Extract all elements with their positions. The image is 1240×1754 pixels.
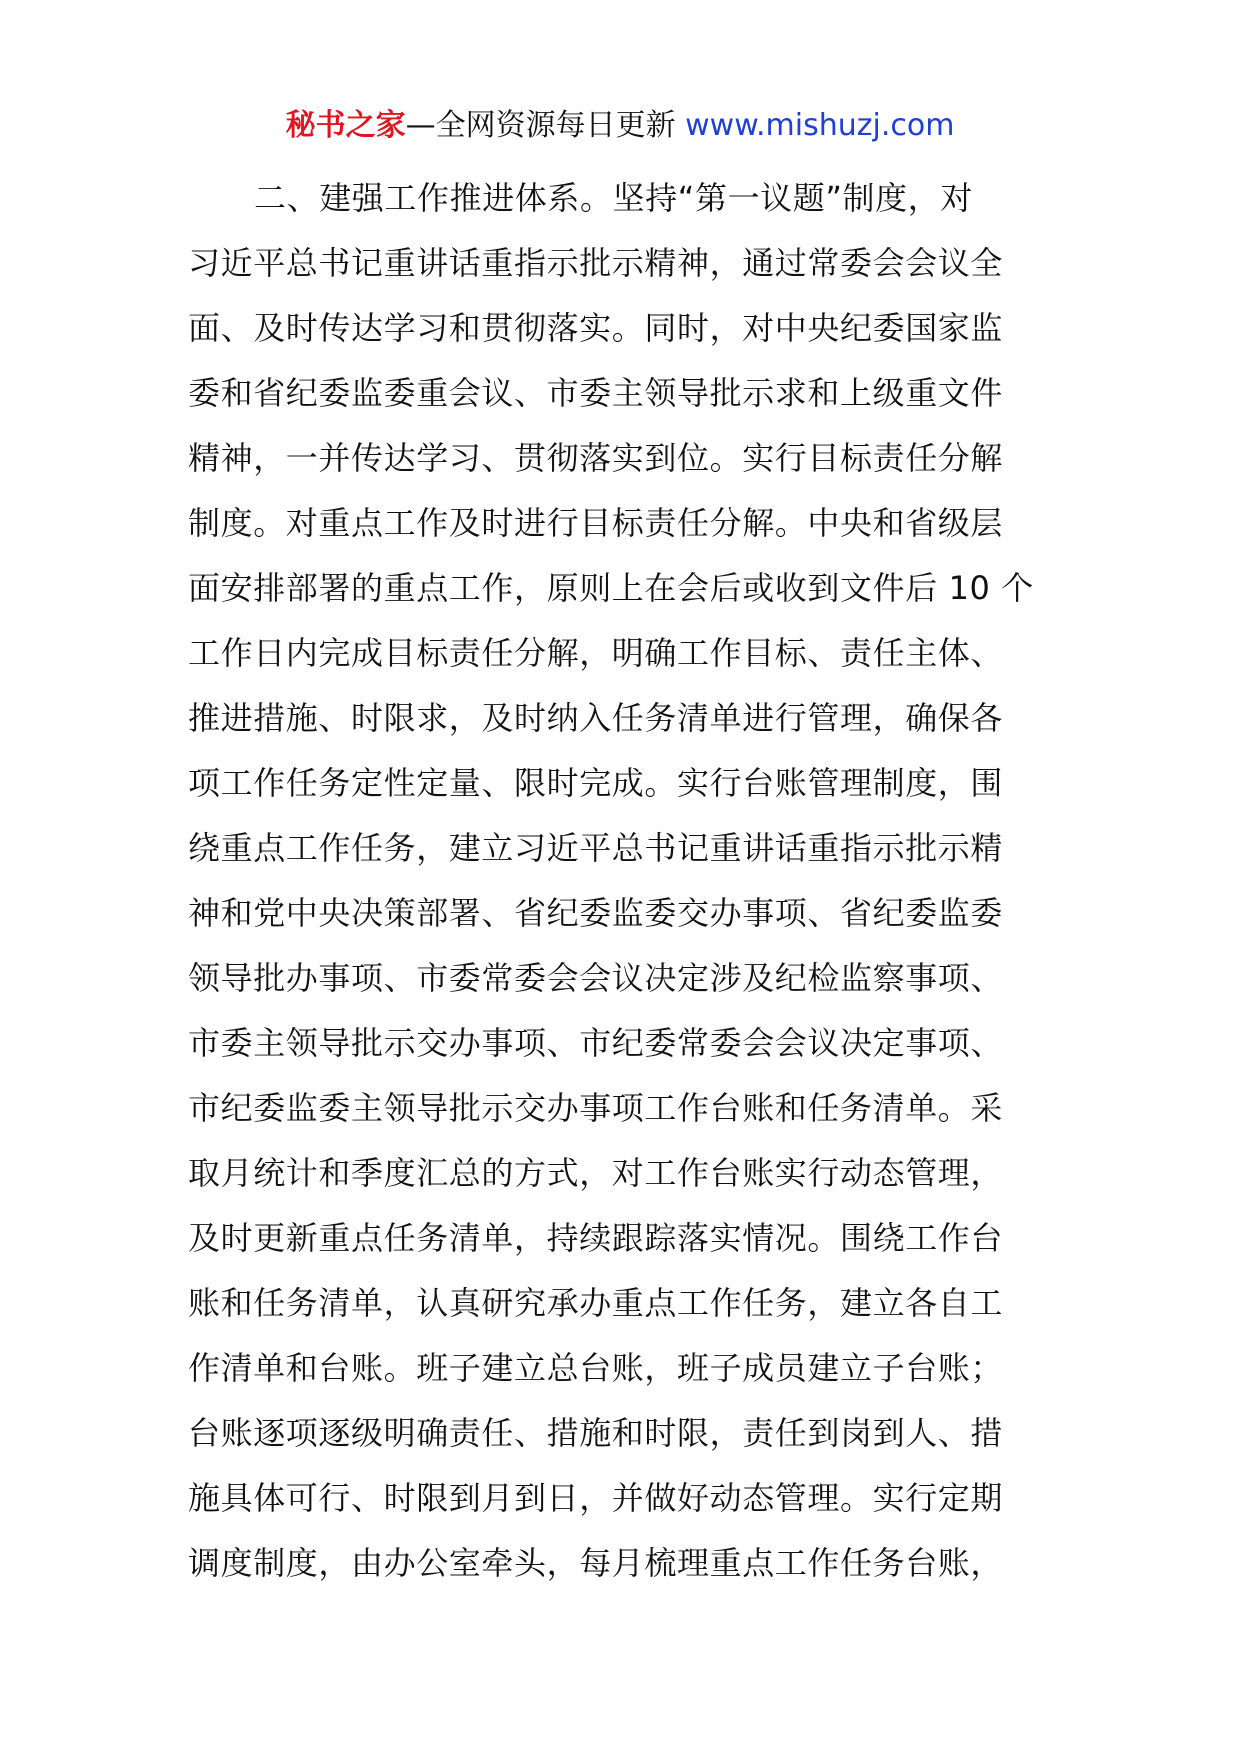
paragraph-line: 及时更新重点任务清单，持续跟踪落实情况。围绕工作台 [188, 1219, 1004, 1257]
page-header [0, 104, 1240, 148]
paragraph-line: 神和党中央决策部署、省纪委监委交办事项、省纪委监委 [188, 894, 1004, 932]
paragraph-line: 市委主领导批示交办事项、市纪委常委会会议决定事项、 [188, 1024, 1004, 1062]
paragraph-line: 市纪委监委主领导批示交办事项工作台账和任务清单。采 [188, 1089, 1004, 1127]
paragraph-line: 制度。对重点工作及时进行目标责任分解。中央和省级层 [188, 504, 1004, 542]
paragraph-line: 面安排部署的重点工作，原则上在会后或收到文件后 10 个 [188, 569, 1034, 607]
paragraph-line: 推进措施、时限求，及时纳入任务清单进行管理，确保各 [188, 699, 1004, 737]
paragraph-line: 台账逐项逐级明确责任、措施和时限，责任到岗到人、措 [188, 1414, 1004, 1452]
paragraph-line: 二、建强工作推进体系。坚持“第一议题”制度，对 [254, 179, 973, 217]
paragraph-line: 委和省纪委监委重会议、市委主领导批示求和上级重文件 [188, 374, 1004, 412]
brand-name: 秘书之家 [285, 108, 406, 143]
paragraph-line: 工作日内完成目标责任分解，明确工作目标、责任主体、 [188, 634, 1004, 672]
paragraph-line: 面、及时传达学习和贯彻落实。同时，对中央纪委国家监 [188, 309, 1004, 347]
paragraph-line: 账和任务清单，认真研究承办重点工作任务，建立各自工 [188, 1284, 1004, 1322]
paragraph-line: 调度制度，由办公室牵头，每月梳理重点工作任务台账， [188, 1544, 1004, 1582]
body-paragraph [188, 166, 1058, 1596]
paragraph-line: 习近平总书记重讲话重指示批示精神，通过常委会会议全 [188, 244, 1004, 282]
site-url: www.mishuzj.com [685, 108, 955, 143]
paragraph-line: 施具体可行、时限到月到日，并做好动态管理。实行定期 [188, 1479, 1004, 1517]
paragraph-line: 领导批办事项、市委常委会会议决定涉及纪检监察事项、 [188, 959, 1004, 997]
paragraph-line: 项工作任务定性定量、限时完成。实行台账管理制度，围 [188, 764, 1004, 802]
paragraph-line: 作清单和台账。班子建立总台账，班子成员建立子台账； [188, 1349, 1004, 1387]
header-tagline: —全网资源每日更新 [405, 108, 686, 143]
paragraph-line: 精神，一并传达学习、贯彻落实到位。实行目标责任分解 [188, 439, 1004, 477]
paragraph-line: 绕重点工作任务，建立习近平总书记重讲话重指示批示精 [188, 829, 1004, 867]
paragraph-line: 取月统计和季度汇总的方式，对工作台账实行动态管理， [188, 1154, 1004, 1192]
